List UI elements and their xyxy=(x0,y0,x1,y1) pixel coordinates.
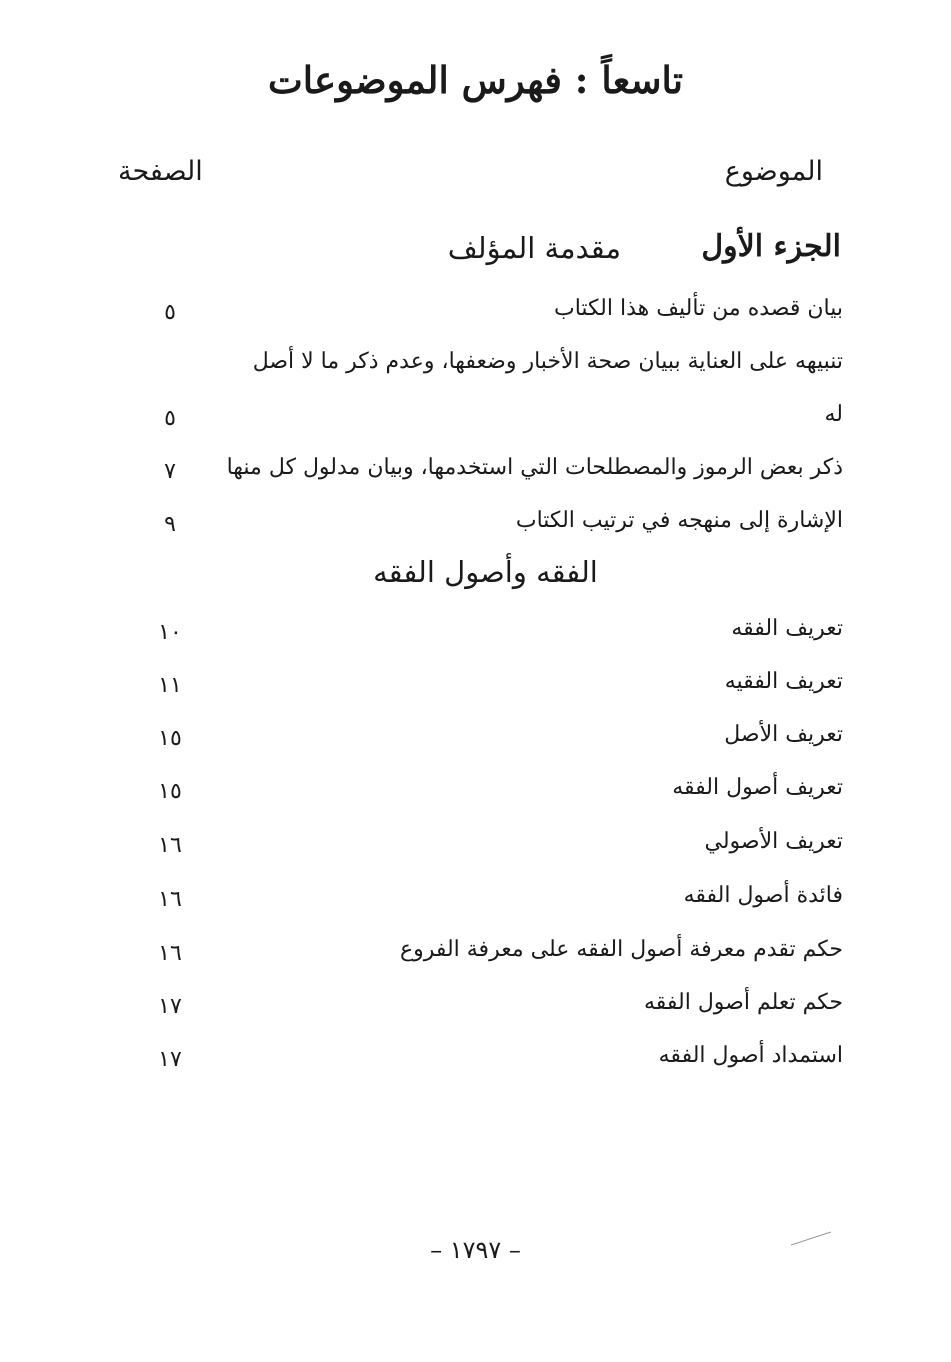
toc-entry-page: ٧ xyxy=(164,459,176,484)
toc-entry-text: تنبيهه على العناية ببيان صحة الأخبار وضعفها، وعدم ذكر ما لا أصل xyxy=(252,349,843,374)
toc-entry-text: حكم تقدم معرفة أصول الفقه على معرفة الفروع xyxy=(399,937,843,962)
toc-entry-text: تعريف الأصل xyxy=(724,722,843,747)
toc-entry-text: حكم تعلم أصول الفقه xyxy=(643,990,843,1015)
toc-entry xyxy=(0,722,951,762)
toc-entry xyxy=(0,349,951,389)
toc-entry-page: ٩ xyxy=(164,512,176,537)
toc-entry-text: تعريف الفقيه xyxy=(724,669,843,694)
toc-entry xyxy=(0,508,951,548)
toc-entry-text: تعريف أصول الفقه xyxy=(672,775,843,800)
toc-entry-page: ٥ xyxy=(164,300,176,325)
toc-entry-page: ١٦ xyxy=(158,887,182,912)
toc-entry-page: ١٥ xyxy=(158,726,182,751)
toc-entry-text: فائدة أصول الفقه xyxy=(683,883,843,908)
column-header-page: الصفحة xyxy=(118,156,203,187)
toc-entry-text: تعريف الأصولي xyxy=(704,829,843,854)
page-number: – ١٧٩٧ – xyxy=(430,1236,521,1264)
toc-entry xyxy=(0,883,951,923)
toc-entry-page: ١١ xyxy=(158,673,182,698)
toc-entry xyxy=(0,937,951,977)
toc-entry xyxy=(0,1043,951,1083)
toc-entry xyxy=(0,402,951,442)
toc-entry xyxy=(0,990,951,1030)
toc-entry xyxy=(0,669,951,709)
toc-entry-page: ٥ xyxy=(164,406,176,431)
toc-entry xyxy=(0,616,951,656)
toc-entry-page: ١٦ xyxy=(158,941,182,966)
page-title: تاسعاً : فهرس الموضوعات xyxy=(267,58,684,102)
toc-entry-page: ١٦ xyxy=(158,833,182,858)
toc-entry-text: ذكر بعض الرموز والمصطلحات التي استخدمها، وبيان مدلول كل منها xyxy=(226,455,843,480)
part-subtitle: مقدمة المؤلف xyxy=(447,231,621,265)
toc-entry-page: ١٥ xyxy=(158,779,182,804)
column-header-topic: الموضوع xyxy=(724,156,823,187)
toc-entry-text: استمداد أصول الفقه xyxy=(658,1043,843,1068)
toc-entry-text: له xyxy=(824,402,843,427)
toc-entry-page: ١٧ xyxy=(158,1047,182,1072)
toc-entry-text: الإشارة إلى منهجه في ترتيب الكتاب xyxy=(515,508,843,533)
toc-entry xyxy=(0,775,951,815)
toc-entry xyxy=(0,296,951,336)
toc-entry-text: تعريف الفقه xyxy=(731,616,843,641)
toc-entry xyxy=(0,455,951,495)
toc-entry-page: ١٠ xyxy=(158,620,182,645)
toc-entry-text: بيان قصده من تأليف هذا الكتاب xyxy=(553,296,843,321)
toc-entry xyxy=(0,829,951,869)
part-label: الجزء الأول xyxy=(701,229,841,264)
toc-entry-page: ١٧ xyxy=(158,994,182,1019)
section-heading: الفقه وأصول الفقه xyxy=(373,555,598,589)
